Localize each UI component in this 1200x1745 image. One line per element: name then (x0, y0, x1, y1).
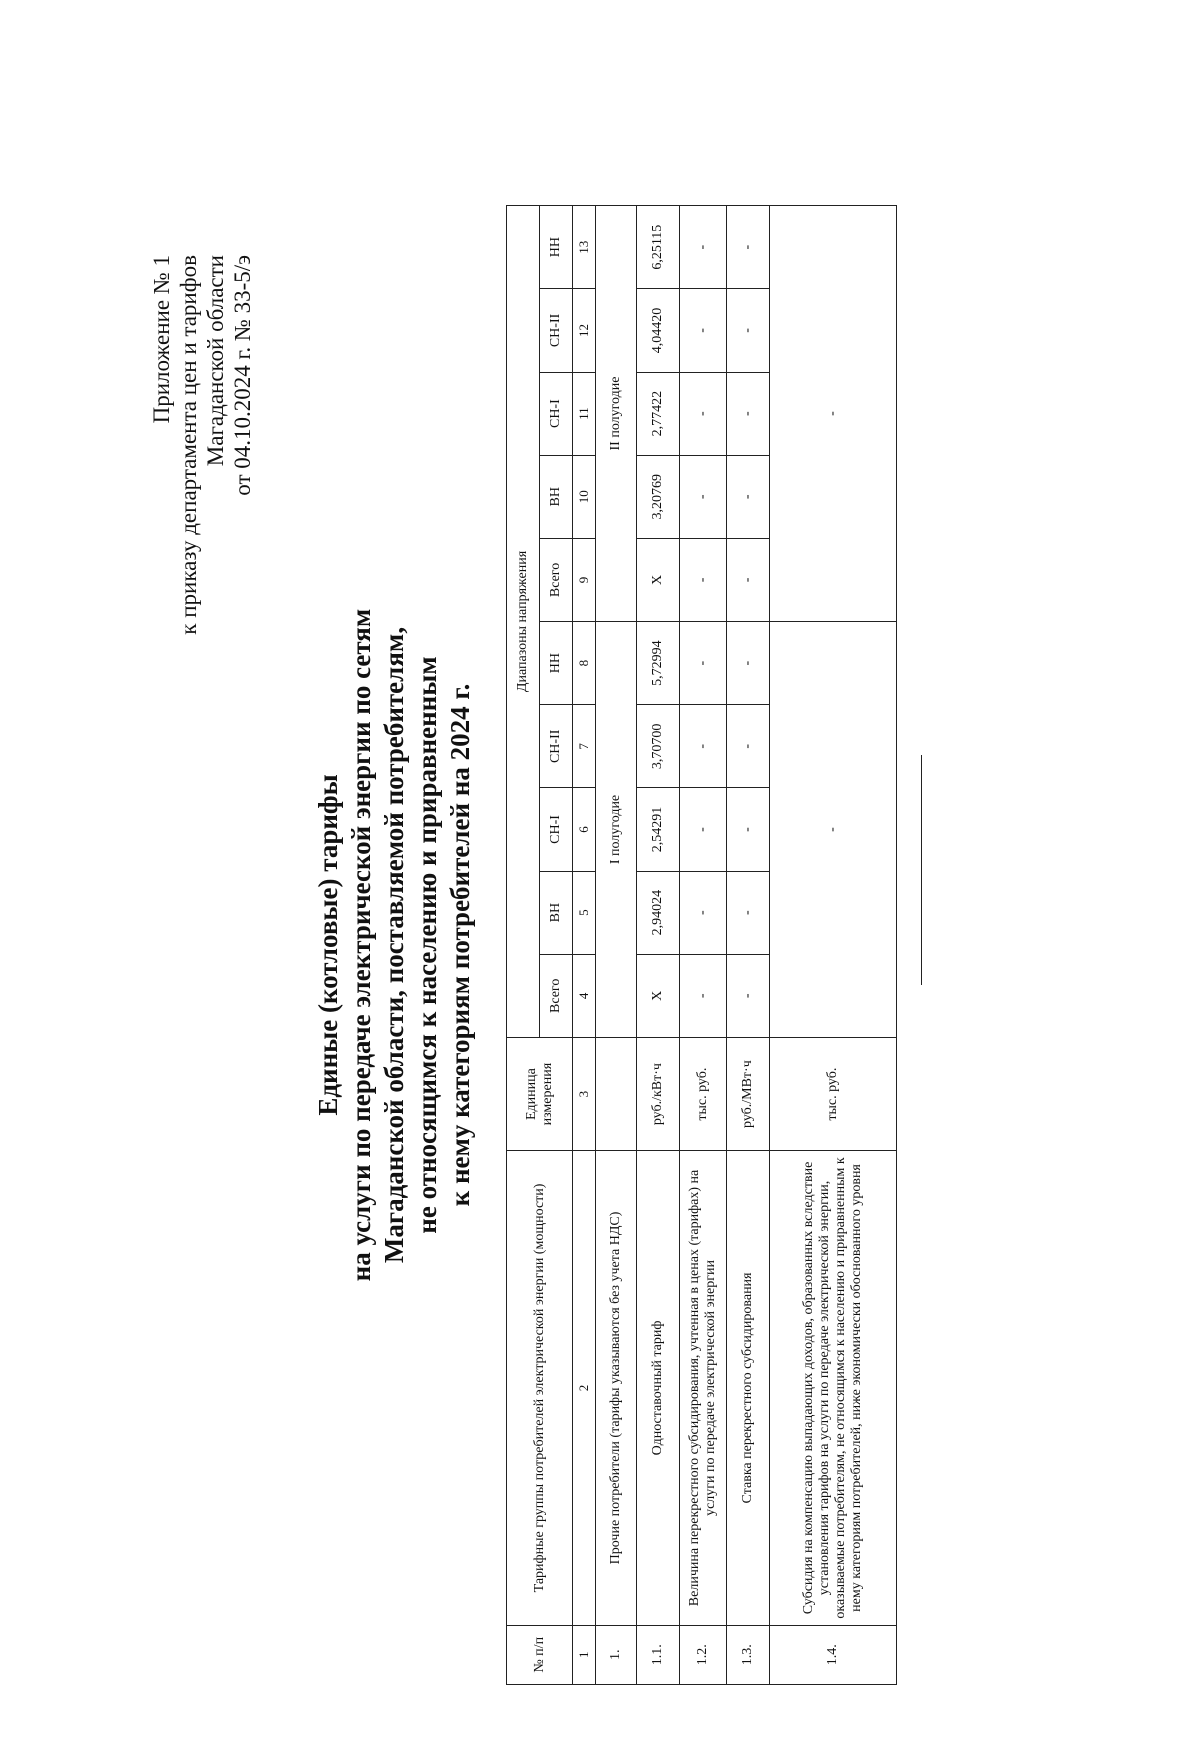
row-value: - (727, 206, 770, 289)
subheader-cell: Всего (540, 954, 573, 1037)
column-number: 8 (573, 622, 596, 705)
half2-label: II полугодие (596, 206, 637, 622)
column-number: 9 (573, 538, 596, 621)
row-value: - (680, 871, 727, 954)
half1-label: I полугодие (596, 622, 637, 1038)
row-name: Субсидия на компенсацию выпадающих доходов, образованных вследствие установления тарифов на услуги по передаче электрической энергии, оказываемые потребителям, не относящимся к населению и приравненным к нему категориям потребителей, ниже экономически обоснованного уровня (770, 1151, 897, 1625)
document-title (312, 145, 477, 1745)
section-unit-empty (596, 1037, 637, 1150)
row-merged-value: - (770, 622, 897, 1038)
row-unit: руб./кВт·ч (637, 1037, 680, 1150)
appendix-line: к приказу департамента цен и тарифов (176, 255, 201, 635)
row-num: 1.3. (727, 1625, 770, 1684)
appendix-block (148, 255, 256, 635)
title-line: на услуги по передаче электрической энергии по сетям (346, 608, 376, 1282)
appendix-line: Магаданской области (203, 255, 228, 467)
subheader-cell: СН-II (540, 289, 573, 372)
column-number: 13 (573, 206, 596, 289)
column-number: 3 (573, 1037, 596, 1150)
row-merged-value: - (770, 206, 897, 622)
table-header-row (507, 206, 540, 1685)
row-value: - (680, 705, 727, 788)
row-name: Одноставочный тариф (637, 1151, 680, 1625)
row-value: - (727, 372, 770, 455)
row-value: 6,25115 (637, 206, 680, 289)
appendix-line: Приложение № 1 (149, 255, 174, 424)
row-value: - (680, 455, 727, 538)
row-value: - (727, 455, 770, 538)
row-value: - (727, 289, 770, 372)
column-number: 6 (573, 788, 596, 871)
row-value: - (727, 954, 770, 1037)
column-number: 2 (573, 1151, 596, 1625)
row-unit: руб./МВт·ч (727, 1037, 770, 1150)
row-value: - (680, 289, 727, 372)
title-line: Единые (котловые) тарифы (313, 774, 343, 1116)
row-value: - (727, 705, 770, 788)
row-value: Х (637, 954, 680, 1037)
row-value: - (680, 206, 727, 289)
table-row (727, 206, 770, 1685)
title-line: к нему категориям потребителей на 2024 г. (445, 683, 475, 1207)
section-num: 1. (596, 1625, 637, 1684)
row-value: 2,77422 (637, 372, 680, 455)
row-value: - (727, 538, 770, 621)
column-number: 12 (573, 289, 596, 372)
row-value: 3,70700 (637, 705, 680, 788)
title-line: Магаданской области, поставляемой потребителям, (379, 626, 409, 1264)
subheader-cell: ВН (540, 455, 573, 538)
subheader-cell: НН (540, 206, 573, 289)
subheader-cell: СН-I (540, 788, 573, 871)
subheader-cell: НН (540, 622, 573, 705)
column-number: 10 (573, 455, 596, 538)
row-value: - (727, 788, 770, 871)
row-num: 1.4. (770, 1625, 897, 1684)
header-ranges: Диапазоны напряжения (507, 206, 540, 1038)
row-value: 4,04420 (637, 289, 680, 372)
table-row (770, 206, 897, 1685)
column-number: 7 (573, 705, 596, 788)
title-line: не относящимся к населению и приравненным (412, 656, 442, 1234)
rotated-page (0, 145, 1200, 1745)
row-value: - (727, 871, 770, 954)
section-row (596, 206, 637, 1685)
column-number: 1 (573, 1625, 596, 1684)
column-number: 5 (573, 871, 596, 954)
tariff-table (506, 205, 897, 1685)
row-unit: тыс. руб. (770, 1037, 897, 1150)
signature-line (921, 755, 922, 985)
row-value: 3,20769 (637, 455, 680, 538)
subheader-cell: Всего (540, 538, 573, 621)
row-value: 2,94024 (637, 871, 680, 954)
row-value: - (680, 622, 727, 705)
row-name: Ставка перекрестного субсидирования (727, 1151, 770, 1625)
row-value: 2,54291 (637, 788, 680, 871)
appendix-line: от 04.10.2024 г. № 33-5/э (230, 255, 255, 496)
subheader-cell: СН-I (540, 372, 573, 455)
row-value: - (680, 788, 727, 871)
row-value: - (680, 538, 727, 621)
row-value: 5,72994 (637, 622, 680, 705)
subheader-cell: ВН (540, 871, 573, 954)
row-num: 1.2. (680, 1625, 727, 1684)
subheader-cell: СН-II (540, 705, 573, 788)
row-value: - (680, 954, 727, 1037)
header-num: № п/п (507, 1625, 573, 1684)
column-number-row (573, 206, 596, 1685)
column-number: 4 (573, 954, 596, 1037)
row-value: - (680, 372, 727, 455)
column-number: 11 (573, 372, 596, 455)
section-label: Прочие потребители (тарифы указываются без учета НДС) (596, 1151, 637, 1625)
row-name: Величина перекрестного субсидирования, учтенная в ценах (тарифах) на услуги по передаче электрической энергии (680, 1151, 727, 1625)
row-num: 1.1. (637, 1625, 680, 1684)
row-value: - (727, 622, 770, 705)
table-row (637, 206, 680, 1685)
row-unit: тыс. руб. (680, 1037, 727, 1150)
row-value: Х (637, 538, 680, 621)
header-unit: Единица измерения (507, 1037, 573, 1150)
table-row (680, 206, 727, 1685)
header-group: Тарифные группы потребителей электрической энергии (мощности) (507, 1151, 573, 1625)
